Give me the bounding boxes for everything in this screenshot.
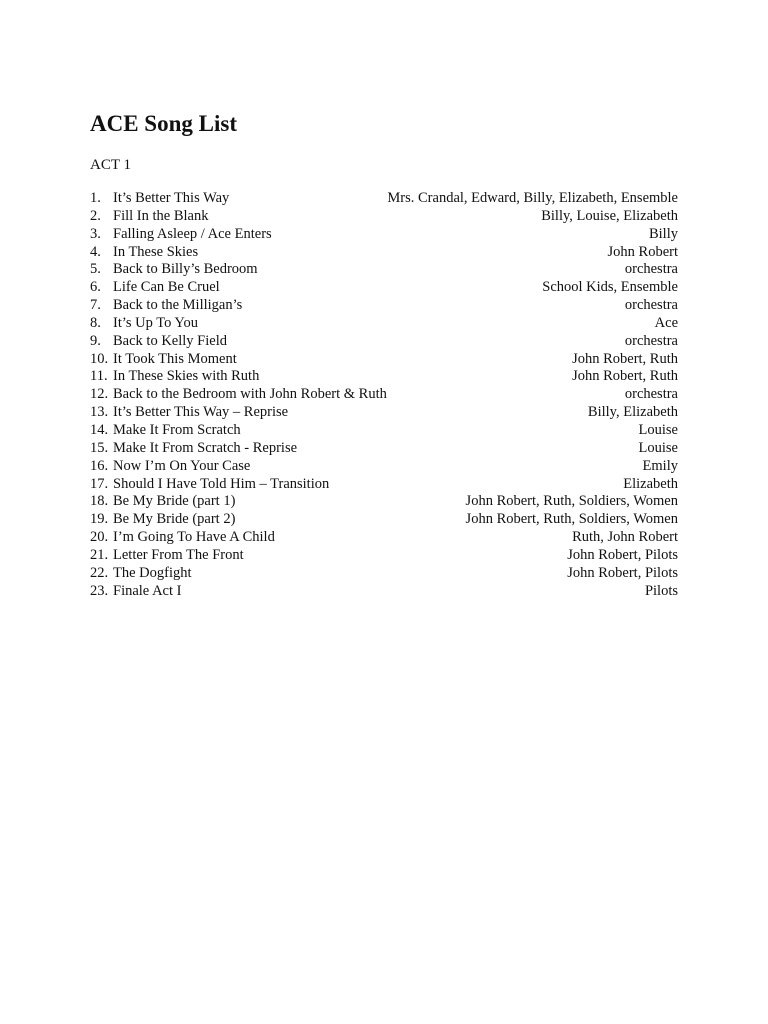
song-number: 9.	[90, 332, 101, 349]
song-number: 18.	[90, 493, 109, 510]
song-title: In These Skies with Ruth	[113, 368, 260, 385]
song-row	[90, 208, 678, 226]
song-row	[90, 386, 678, 404]
song-row	[90, 547, 678, 565]
song-row	[90, 244, 678, 262]
song-title: Be My Bride (part 2)	[113, 511, 236, 528]
song-number: 17.	[90, 475, 109, 492]
song-title: Finale Act I	[113, 582, 182, 599]
song-number: 6.	[90, 279, 101, 296]
song-row	[90, 458, 678, 476]
song-title: Be My Bride (part 1)	[113, 493, 236, 510]
song-number: 22.	[90, 564, 109, 581]
song-row	[90, 422, 678, 440]
song-title: In These Skies	[113, 243, 199, 260]
song-performers: John Robert, Pilots	[567, 546, 678, 563]
song-number: 2.	[90, 207, 101, 224]
song-performers: Mrs. Crandal, Edward, Billy, Elizabeth, Ensemble	[387, 190, 678, 206]
song-number: 19.	[90, 511, 109, 528]
song-performers: Pilots	[644, 582, 678, 599]
song-performers: John Robert, Ruth	[572, 368, 678, 385]
song-row	[90, 351, 678, 369]
song-row	[90, 333, 678, 351]
song-title: It Took This Moment	[113, 350, 237, 367]
song-performers: orchestra	[624, 297, 678, 314]
song-title: It’s Up To You	[113, 314, 198, 331]
song-title: Back to Kelly Field	[113, 332, 227, 349]
song-number: 10.	[90, 350, 109, 367]
page-title: ACE Song List	[90, 111, 237, 136]
song-title: Make It From Scratch	[113, 421, 241, 438]
song-performers: Billy	[648, 225, 678, 242]
song-title: It’s Better This Way	[113, 190, 230, 206]
song-number: 23.	[90, 582, 109, 599]
song-performers: Louise	[638, 439, 678, 456]
song-number: 3.	[90, 225, 101, 242]
song-performers: orchestra	[624, 386, 678, 403]
song-row	[90, 529, 678, 547]
song-row	[90, 279, 678, 297]
song-row	[90, 190, 678, 208]
song-performers: Elizabeth	[623, 475, 678, 492]
song-list	[90, 190, 678, 600]
song-title: Make It From Scratch - Reprise	[113, 439, 298, 456]
song-number: 20.	[90, 529, 109, 546]
song-number: 13.	[90, 404, 109, 421]
song-performers: John Robert, Ruth, Soldiers, Women	[465, 511, 678, 528]
song-number: 7.	[90, 297, 101, 314]
song-performers: Billy, Louise, Elizabeth	[541, 207, 678, 224]
song-performers: John Robert, Pilots	[567, 564, 678, 581]
song-number: 16.	[90, 457, 109, 474]
song-performers: orchestra	[624, 261, 678, 278]
song-title: Should I Have Told Him – Transition	[113, 475, 330, 492]
song-title: I’m Going To Have A Child	[113, 529, 275, 546]
song-title: The Dogfight	[113, 564, 192, 581]
song-title: Letter From The Front	[113, 546, 244, 563]
song-performers: Ruth, John Robert	[572, 529, 678, 546]
song-row	[90, 368, 678, 386]
song-row	[90, 511, 678, 529]
song-number: 12.	[90, 386, 109, 403]
song-title: Back to the Bedroom with John Robert & Ruth	[113, 386, 387, 403]
song-performers: John Robert, Ruth	[572, 350, 678, 367]
song-number: 21.	[90, 546, 109, 563]
song-number: 1.	[90, 190, 101, 206]
song-row	[90, 315, 678, 333]
song-title: Now I’m On Your Case	[113, 457, 251, 474]
song-row	[90, 297, 678, 315]
song-performers: orchestra	[624, 332, 678, 349]
song-performers: John Robert	[607, 243, 678, 260]
song-row	[90, 226, 678, 244]
song-row	[90, 583, 678, 601]
song-number: 5.	[90, 261, 101, 278]
song-row	[90, 565, 678, 583]
song-row	[90, 440, 678, 458]
song-performers: Ace	[654, 314, 678, 331]
song-number: 8.	[90, 314, 101, 331]
song-performers: Louise	[638, 421, 678, 438]
song-number: 4.	[90, 243, 101, 260]
song-number: 14.	[90, 421, 109, 438]
song-title: Back to the Milligan’s	[113, 297, 243, 314]
song-row	[90, 404, 678, 422]
song-row	[90, 261, 678, 279]
song-title: Falling Asleep / Ace Enters	[113, 225, 272, 242]
song-row	[90, 493, 678, 511]
song-number: 11.	[90, 368, 108, 385]
song-performers: School Kids, Ensemble	[542, 279, 678, 296]
song-title: Fill In the Blank	[113, 207, 209, 224]
act-heading: ACT 1	[90, 157, 131, 173]
song-title: It’s Better This Way – Reprise	[113, 404, 289, 421]
song-performers: Billy, Elizabeth	[587, 404, 678, 421]
song-number: 15.	[90, 439, 109, 456]
song-performers: John Robert, Ruth, Soldiers, Women	[465, 493, 678, 510]
song-title: Back to Billy’s Bedroom	[113, 261, 258, 278]
song-row	[90, 476, 678, 494]
song-title: Life Can Be Cruel	[113, 279, 220, 296]
song-performers: Emily	[642, 457, 678, 474]
